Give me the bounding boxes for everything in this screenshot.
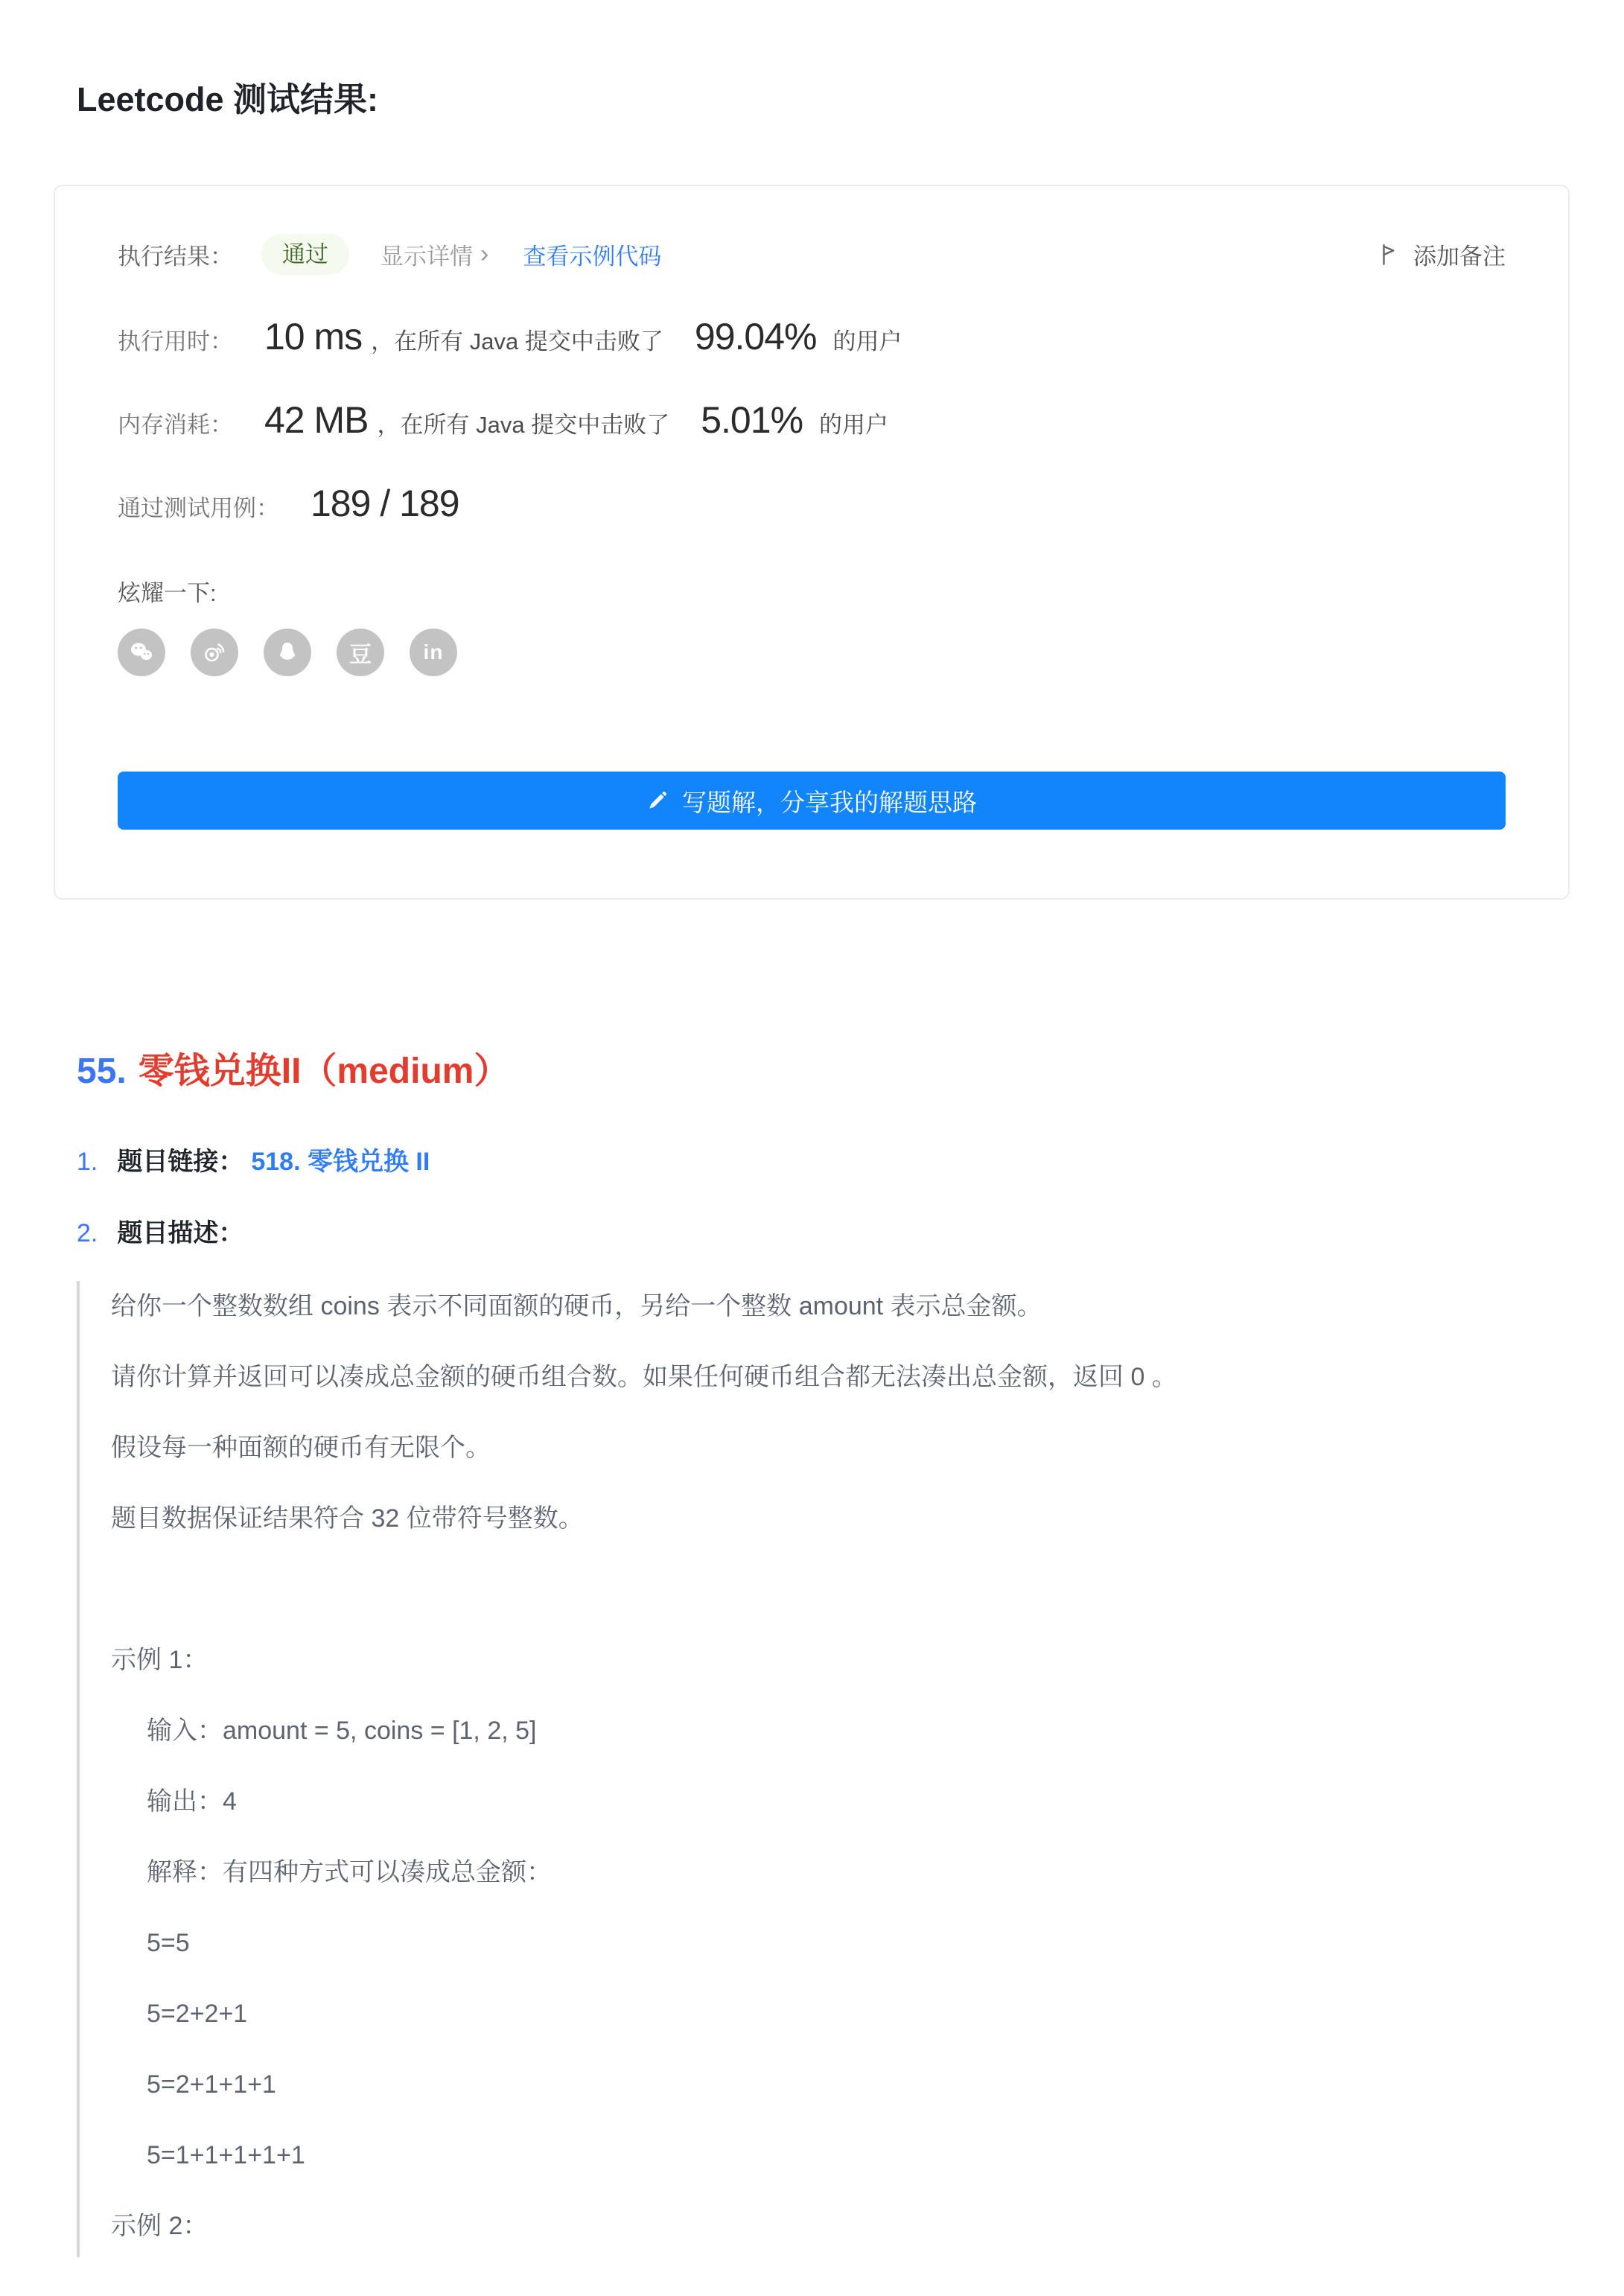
example1-output: 输出：4 xyxy=(147,1787,237,1816)
add-note-label: 添加备注 xyxy=(1413,244,1506,270)
page-title: Leetcode 测试结果: xyxy=(77,80,379,118)
chevron-right-icon: › xyxy=(480,240,489,268)
problem-desc-label: 题目描述： xyxy=(117,1219,244,1247)
write-solution-button[interactable] xyxy=(118,772,1506,830)
example1-case: 5=2+2+1 xyxy=(147,2000,248,2028)
weibo-icon[interactable] xyxy=(191,629,238,676)
qq-glyph xyxy=(273,638,302,667)
weibo-glyph xyxy=(200,637,229,667)
runtime-value: 10 ms xyxy=(264,316,363,357)
example1-case: 5=2+1+1+1 xyxy=(147,2070,276,2099)
example1-explanation: 解释：有四种方式可以凑成总金额： xyxy=(147,1858,552,1886)
qq-icon[interactable] xyxy=(264,629,311,676)
example2-heading: 示例 2： xyxy=(111,2212,208,2240)
status-badge: 通过 xyxy=(261,234,349,275)
testcases-value: 189 / 189 xyxy=(311,483,459,524)
runtime-suffix: 的用户 xyxy=(832,328,902,354)
numbered-list xyxy=(77,1144,1572,1251)
list-item-problem-link xyxy=(77,1144,1572,1180)
memory-row xyxy=(118,398,1506,442)
share-icons-row xyxy=(118,629,1506,676)
list-item-problem-desc xyxy=(77,1215,1572,1251)
execution-result-label: 执行结果： xyxy=(118,244,233,270)
problem-paragraph: 请你计算并返回可以凑成总金额的硬币组合数。如果任何硬币组合都无法凑出总金额，返回 0 。 xyxy=(111,1363,1177,1391)
linkedin-glyph: in xyxy=(423,640,444,664)
pencil-icon xyxy=(646,789,669,812)
view-sample-code-link[interactable]: 查看示例代码 xyxy=(523,244,662,270)
runtime-beat-percent: 99.04% xyxy=(694,316,817,357)
example1-case: 5=5 xyxy=(147,1929,190,1957)
example1-case: 5=1+1+1+1+1 xyxy=(147,2141,305,2169)
write-solution-label: 写题解，分享我的解题思路 xyxy=(682,788,977,816)
add-note-button[interactable] xyxy=(1378,238,1506,271)
problem-paragraph: 题目数据保证结果符合 32 位带符号整数。 xyxy=(111,1504,584,1533)
wechat-glyph xyxy=(127,637,156,667)
memory-label: 内存消耗： xyxy=(118,412,233,438)
show-off-label: 炫耀一下: xyxy=(118,580,217,606)
show-details-link[interactable] xyxy=(380,238,488,271)
runtime-middle-text: ，在所有 Java 提交中击败了 xyxy=(371,328,663,354)
list-number: 2. xyxy=(77,1219,98,1247)
flag-icon xyxy=(1378,242,1403,267)
example1-input: 输入：amount = 5, coins = [1, 2, 5] xyxy=(147,1717,537,1745)
memory-value: 42 MB xyxy=(264,399,369,441)
execution-result-row xyxy=(118,234,1506,275)
list-number: 1. xyxy=(77,1148,98,1176)
douban-glyph: 豆 xyxy=(349,643,372,667)
problem-link-label: 题目链接： xyxy=(117,1148,244,1176)
section-heading xyxy=(77,1049,1572,1095)
example1-heading: 示例 1： xyxy=(111,1646,208,1674)
problem-description-quote xyxy=(77,1281,1572,2257)
testcases-row xyxy=(118,482,1506,525)
wechat-icon[interactable] xyxy=(118,629,165,676)
memory-middle-text: ，在所有 Java 提交中击败了 xyxy=(377,412,670,438)
douban-icon[interactable] xyxy=(337,629,384,676)
show-details-label: 显示详情 xyxy=(380,244,473,270)
problem-paragraph: 假设每一种面额的硬币有无限个。 xyxy=(111,1434,491,1462)
leetcode-result-card xyxy=(54,185,1570,900)
runtime-label: 执行用时： xyxy=(118,328,233,354)
runtime-row xyxy=(118,315,1506,358)
problem-paragraph: 给你一个整数数组 coins 表示不同面额的硬币，另给一个整数 amount 表示总金额。 xyxy=(111,1292,1042,1320)
linkedin-icon[interactable] xyxy=(410,629,457,676)
memory-suffix: 的用户 xyxy=(819,412,889,438)
section-title-text: 零钱兑换II（medium） xyxy=(138,1052,510,1091)
section-number: 55. xyxy=(77,1052,127,1091)
testcases-label: 通过测试用例： xyxy=(118,495,279,521)
memory-beat-percent: 5.01% xyxy=(701,399,803,441)
problem-link[interactable]: 518. 零钱兑换 II xyxy=(251,1148,430,1176)
